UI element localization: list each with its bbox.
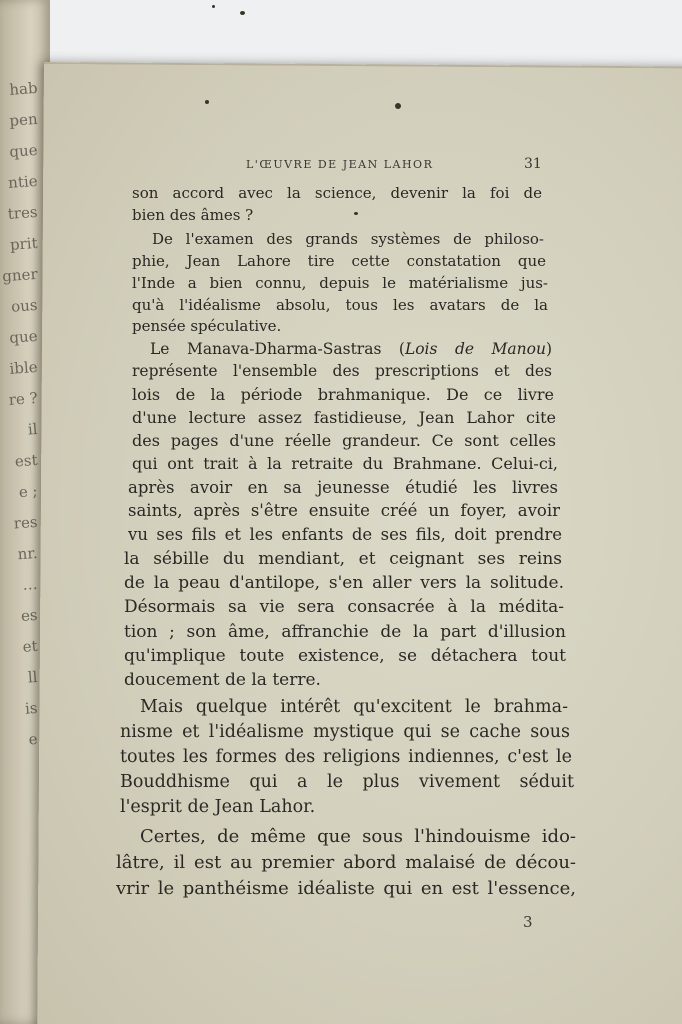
previous-page-fragment: est	[14, 450, 39, 471]
previous-page-fragment: gner	[1, 264, 39, 286]
text-line: toutes les formes des religions indiennes, c'est le	[120, 747, 572, 767]
text-line: qui ont trait à la retraite du Brahmane. Celui-ci,	[132, 454, 558, 473]
book-title-italic: Lois de Manou	[404, 340, 546, 358]
text-line: pensée spéculative.	[132, 317, 282, 335]
text-line: Désormais sa vie sera consacrée à la médita-	[124, 597, 564, 617]
text-line: son accord avec la science, devenir la foi de	[132, 184, 542, 202]
text-line: représente l'ensemble des prescriptions et des	[132, 362, 552, 380]
previous-page-fragment: prit	[9, 233, 39, 254]
previous-page-fragment: et	[22, 636, 39, 656]
previous-page-fragment: il	[27, 419, 39, 439]
page-number: 31	[524, 156, 542, 172]
running-head-title: L'ŒUVRE DE JEAN LAHOR	[246, 158, 434, 171]
text-line: d'une lecture assez fastidieuse, Jean Lahor cite	[132, 408, 556, 427]
text-line: de la peau d'antilope, s'en aller vers la solitude.	[124, 573, 564, 593]
text-line: l'Inde a bien connu, depuis le matérialisme jus-	[132, 274, 548, 292]
text-line: Mais quelque intérêt qu'excitent le brahma-	[140, 697, 568, 717]
text-line: qu'à l'idéalisme absolu, tous les avatars de la	[132, 296, 548, 314]
text-line: lâtre, il est au premier abord malaisé de décou-	[116, 852, 576, 873]
text-line: Bouddhisme qui a le plus vivement séduit	[120, 772, 574, 792]
text-line: vu ses fils et les enfants de ses fils, doit prendre	[128, 525, 562, 544]
previous-page-fragment: pen	[8, 109, 39, 130]
previous-page-fragment: que	[8, 140, 39, 161]
previous-page-fragment: res	[13, 512, 39, 533]
text-line: saints, après s'être ensuite créé un foyer, avoir	[128, 501, 560, 520]
text-line: bien des âmes ?	[132, 206, 254, 224]
text-line: Le Manava-Dharma-Sastras (Lois de Manou)	[150, 340, 552, 358]
text-line: la sébille du mendiant, et ceignant ses reins	[124, 549, 562, 569]
previous-page-fragment: e	[28, 729, 39, 749]
text-line: Certes, de même que sous l'hindouisme ido-	[140, 826, 576, 847]
previous-page-fragment: ntie	[7, 171, 39, 192]
text-line: qu'implique toute existence, se détachera tout	[124, 646, 566, 666]
text-line: lois de la période brahmanique. De ce livre	[132, 385, 554, 404]
previous-page-fragment: re ?	[8, 388, 39, 409]
previous-page-fragment: …	[21, 574, 39, 594]
text-line: doucement de la terre.	[124, 670, 321, 690]
previous-page-fragment: is	[24, 698, 39, 718]
signature-mark: 3	[523, 913, 533, 931]
previous-page-fragment: ous	[10, 295, 39, 316]
text-line: l'esprit de Jean Lahor.	[120, 797, 316, 817]
text-line: vrir le panthéisme idéaliste qui en est l'essence,	[116, 878, 576, 899]
text-line: nisme et l'idéalisme mystique qui se cache sous	[120, 722, 570, 742]
previous-page-fragment: e ;	[18, 481, 39, 502]
previous-page-fragment: tres	[7, 202, 39, 223]
previous-page-fragment: es	[20, 605, 39, 626]
previous-page-fragment: nr.	[16, 543, 39, 564]
previous-page-fragment: ll	[27, 667, 39, 687]
text-line: des pages d'une réelle grandeur. Ce sont celles	[132, 431, 556, 450]
text-line: De l'examen des grands systèmes de philoso-	[152, 230, 544, 248]
previous-page-fragment: ible	[8, 357, 39, 378]
text-line: phie, Jean Lahore tire cette constatation que	[132, 252, 546, 270]
previous-page-fragment: que	[8, 326, 39, 347]
text-line: tion ; son âme, affranchie de la part d'illusion	[124, 622, 566, 642]
text-line: après avoir en sa jeunesse étudié les livres	[128, 478, 558, 497]
previous-page-fragment: hab	[8, 78, 39, 99]
